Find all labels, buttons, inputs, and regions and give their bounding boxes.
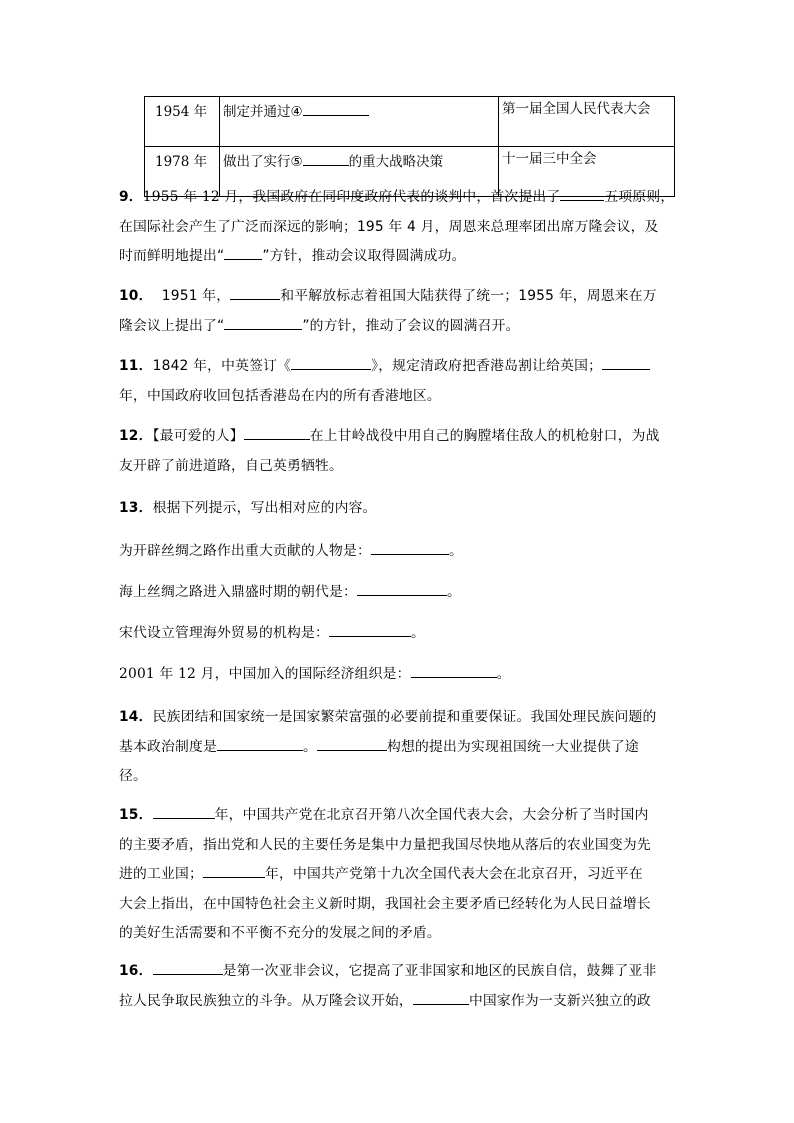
question-text: 隆会议上提出了“ (119, 317, 225, 334)
event-text: 制定并通过④ (223, 104, 303, 120)
question-text: 是第一次亚非会议，它提高了亚非国家和地区的民族自信，鼓舞了亚非 (222, 963, 657, 979)
question-text: 宋代设立管理海外贸易的机构是： (119, 625, 329, 641)
answer-blank[interactable] (224, 243, 262, 260)
answer-blank[interactable] (371, 538, 449, 555)
question-text: ”方针，推动会议取得圆满成功。 (262, 248, 466, 264)
question-text: 1951 年， (161, 288, 231, 304)
question-text: 。 (448, 543, 463, 559)
question-text: 。 (302, 738, 317, 755)
question-text: 友开辟了前进道路，自己英勇牺牲。 (119, 457, 343, 474)
question-text: 根据下列提示，写出相对应的内容。 (152, 500, 377, 516)
list-item (119, 578, 679, 608)
question-text: 1955 年 12 月，我国政府在同印度政府代表的谈判中，首次提出了 (142, 189, 561, 205)
answer-blank[interactable] (317, 734, 387, 751)
question-text: 2001 年 12 月，中国加入的国际经济组织是： (119, 666, 411, 682)
answer-blank[interactable] (153, 958, 223, 975)
question-number: 14． (119, 709, 153, 725)
question-13 (119, 494, 679, 524)
question-text: 》，规定清政府把香港岛割让给英国； (371, 358, 603, 374)
question-10 (119, 282, 679, 341)
table-cell-year: 1978 年 (145, 147, 220, 197)
answer-blank[interactable] (230, 283, 280, 300)
question-number: 11． (119, 358, 153, 374)
question-text: 在上甘岭战役中用自己的胸膛堵住敌人的机枪射口，为战 (309, 428, 660, 444)
answer-blank[interactable] (357, 579, 447, 596)
question-text: 1842 年，中英签订《 (152, 358, 292, 374)
question-text: 和平解放标志着祖国大陆获得了统一；1955 年，周恩来在万 (280, 288, 657, 304)
question-9 (119, 183, 679, 272)
question-number: 9． (119, 189, 143, 205)
question-text: 年，中国政府收回包括香港岛在内的所有香港地区。 (119, 387, 441, 404)
question-15 (119, 801, 679, 949)
question-text: 年，中国共产党第十九次全国代表大会在北京召开，习近平在 (264, 866, 643, 882)
question-text: 的美好生活需要和不平衡不充分的发展之间的矛盾。 (119, 925, 441, 941)
question-text: 构想的提出为实现祖国统一大业提供了途 (386, 738, 639, 755)
list-item (119, 619, 679, 649)
answer-blank[interactable] (411, 661, 497, 678)
question-text: 五项原则， (604, 189, 675, 205)
question-text: 【最可爱的人】 (152, 428, 244, 444)
answer-blank[interactable] (217, 734, 303, 751)
answer-blank[interactable] (224, 313, 302, 330)
question-12 (119, 422, 679, 481)
event-text: 做出了实行⑤ (223, 154, 303, 170)
answer-blank[interactable] (244, 423, 310, 440)
question-text: 为开辟丝绸之路作出重大贡献的人物是： (119, 543, 371, 559)
question-text: 海上丝绸之路进入鼎盛时期的朝代是： (119, 584, 357, 600)
question-text: 拉人民争取民族独立的斗争。从万隆会议开始， (119, 992, 413, 1009)
question-number: 10． (119, 288, 153, 304)
question-text: 径。 (119, 768, 147, 784)
answer-blank[interactable] (291, 353, 371, 370)
question-11 (119, 352, 679, 411)
answer-blank[interactable] (203, 861, 265, 878)
history-table (144, 96, 675, 197)
list-item (119, 537, 679, 567)
question-text: 。 (410, 625, 425, 641)
question-text: ”的方针，推动了会议的圆满召开。 (302, 317, 520, 334)
answer-blank[interactable] (602, 353, 650, 370)
question-14 (119, 703, 679, 792)
question-text: 。 (446, 584, 461, 600)
question-number: 16． (119, 963, 153, 979)
table-row (145, 97, 675, 147)
question-text: 在国际社会产生了广泛而深远的影响；195 年 4 月，周恩来总理率团出席万隆会议，及 (119, 218, 659, 235)
list-item (119, 660, 679, 690)
question-text: 大会上指出，在中国特色社会主义新时期，我国社会主要矛盾已经转化为人民日益增长 (119, 895, 651, 912)
question-text: 进的工业国； (119, 866, 203, 882)
answer-blank[interactable] (303, 99, 369, 116)
question-text: 年，中国共产党在北京召开第八次全国代表大会，大会分析了当时国内 (214, 807, 649, 823)
answer-blank[interactable] (413, 988, 469, 1005)
table-cell-year: 1954 年 (145, 97, 220, 147)
question-text: 基本政治制度是 (119, 738, 217, 755)
question-number: 15． (119, 807, 153, 823)
event-text: 的重大战略决策 (348, 154, 444, 170)
question-text: 。 (496, 666, 511, 682)
question-text: 时而鲜明地提出“ (119, 248, 225, 264)
answer-blank[interactable] (560, 184, 604, 201)
table-cell-event (220, 97, 499, 147)
table-cell-meeting: 第一届全国人民代表大会 (499, 97, 675, 147)
question-number: 13． (119, 500, 153, 516)
table-cell-meeting: 十一届三中全会 (499, 147, 675, 197)
question-16 (119, 957, 679, 1016)
answer-blank[interactable] (329, 620, 411, 637)
answer-blank[interactable] (303, 149, 349, 166)
question-number: 12． (119, 428, 153, 444)
answer-blank[interactable] (153, 802, 215, 819)
question-text: 中国家作为一支新兴独立的政 (468, 992, 651, 1009)
question-text: 的主要矛盾，指出党和人民的主要任务是集中力量把我国尽快地从落后的农业国变为先 (119, 836, 651, 853)
question-text: 民族团结和国家统一是国家繁荣富强的必要前提和重要保证。我国处理民族问题的 (152, 709, 657, 725)
